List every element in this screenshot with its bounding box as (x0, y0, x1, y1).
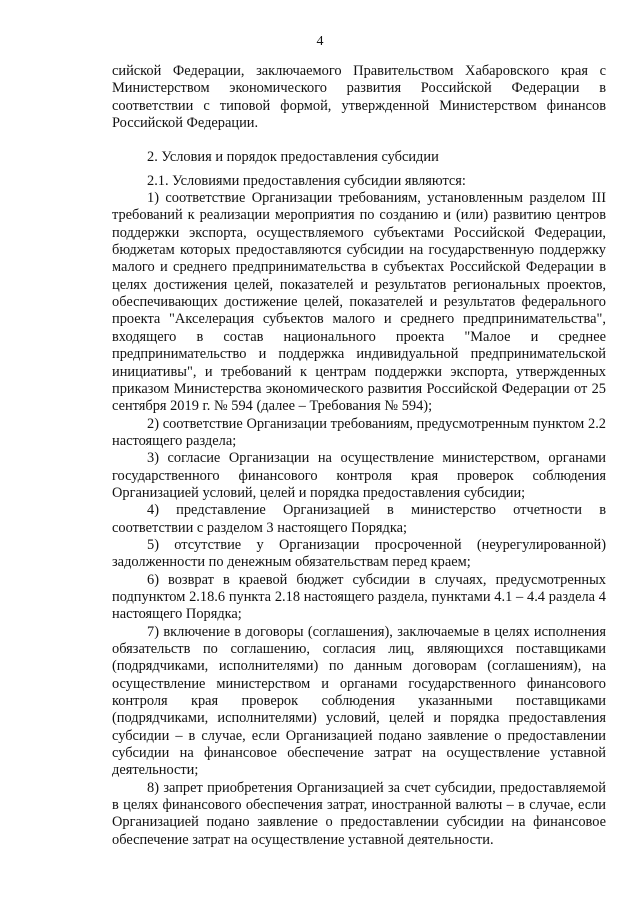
list-item: 5) отсутствие у Организации просроченной (неурегулированной) задолженности по денежным обязательствам перед краем; (112, 536, 606, 571)
continuation-paragraph: сийской Федерации, заключаемого Правительством Хабаровского края с Министерством экономического развития Российской Федерации в соответствии с типовой формой, утвержденной Министерством финансов Российской Федерации. (112, 63, 606, 132)
section-heading: 2. Условия и порядок предоставления субсидии (147, 149, 439, 166)
document-body (112, 63, 606, 849)
page-number: 4 (316, 34, 324, 49)
list-item: 1) соответствие Организации требованиям, установленным разделом III требований к реализации мероприятия по созданию и (или) развитию центров поддержки экспорта, осуществляемого субъектами Российской Федерации, бюджетам которых предоставляются субсидии на государственную поддержку малого и среднего предпринимательства в субъектах Российской Федерации в целях достижения целей, показателей и результатов региональных проектов, обеспечивающих достижение целей, показателей и результатов федерального проекта "Акселерация субъектов малого и среднего предпринимательства", входящего в состав национального проекта "Малое и среднее предпринимательство и поддержка индивидуальной предпринимательской инициативы", и требований к центрам поддержки экспорта, утвержденных приказом Министерства экономического развития Российской Федерации от 25 сентября 2019 г. № 594 (далее – Требования № 594); (112, 190, 606, 415)
list-item: 7) включение в договоры (соглашения), заключаемые в целях исполнения обязательств по соглашению, согласия лиц, являющихся поставщиками (подрядчиками, исполнителями) по данным договорам (соглашениям), на осуществление министерством и органами государственного финансового контроля края проверок соблюдения указанными поставщиками (подрядчиками, исполнителями) условий, целей и порядка предоставления субсидии – в случае, если Организацией подано заявление о предоставлении субсидии на финансовое обеспечение затрат на осуществление уставной деятельности; (112, 623, 606, 779)
list-item: 4) представление Организацией в министерство отчетности в соответствии с разделом 3 настоящего Порядка; (112, 502, 606, 536)
list-item: 8) запрет приобретения Организацией за счет субсидии, предоставляемой в целях финансового обеспечения затрат, иностранной валюты – в случае, если Организацией подано заявление о предоставлении субсидии на финансовое обеспечение затрат на осуществление уставной деятельности. (112, 779, 606, 848)
clause-intro: 2.1. Условиями предоставления субсидии являются: (147, 172, 466, 189)
list-item: 6) возврат в краевой бюджет субсидии в случаях, предусмотренных подпунктом 2.18.6 пункта 2.18 настоящего раздела, пунктами 4.1 – 4.4 раздела 4 настоящего Порядка; (112, 571, 606, 623)
list-item: 2) соответствие Организации требованиям, предусмотренным пунктом 2.2 настоящего раздела; (112, 415, 606, 449)
list-item: 3) согласие Организации на осуществление министерством, органами государственного финансового контроля края проверок соблюдения Организацией условий, целей и порядка предоставления субсидии; (112, 450, 606, 501)
